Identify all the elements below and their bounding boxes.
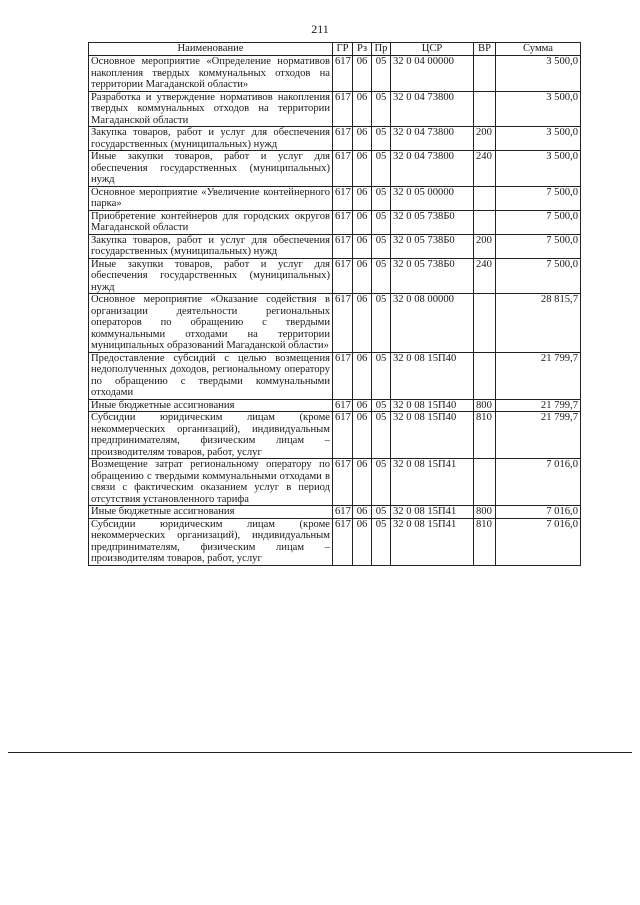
row-rz: 06 — [353, 459, 372, 506]
row-pr: 05 — [372, 399, 391, 412]
row-rz: 06 — [353, 294, 372, 353]
row-pr: 05 — [372, 91, 391, 127]
row-rz: 06 — [353, 91, 372, 127]
row-vr: 240 — [474, 151, 496, 187]
row-sum: 7 500,0 — [496, 186, 581, 210]
row-sum: 21 799,7 — [496, 399, 581, 412]
row-rz: 06 — [353, 210, 372, 234]
row-pr: 05 — [372, 258, 391, 294]
row-name: Иные бюджетные ассигнования — [89, 506, 333, 519]
row-vr — [474, 91, 496, 127]
row-sum: 21 799,7 — [496, 412, 581, 459]
row-rz: 06 — [353, 151, 372, 187]
row-rz: 06 — [353, 399, 372, 412]
row-name: Иные бюджетные ассигнования — [89, 399, 333, 412]
row-gr: 617 — [333, 258, 353, 294]
row-csr: 32 0 08 15П41 — [391, 518, 474, 565]
row-sum: 3 500,0 — [496, 127, 581, 151]
row-vr: 200 — [474, 234, 496, 258]
row-pr: 05 — [372, 234, 391, 258]
row-sum: 7 500,0 — [496, 258, 581, 294]
row-gr: 617 — [333, 518, 353, 565]
row-sum: 3 500,0 — [496, 151, 581, 187]
header-csr: ЦСР — [391, 43, 474, 56]
row-pr: 05 — [372, 294, 391, 353]
row-pr: 05 — [372, 210, 391, 234]
row-pr: 05 — [372, 518, 391, 565]
row-name: Основное мероприятие «Определение нормативов накопления твердых коммунальных отходов на территории Магаданской области» — [89, 56, 333, 92]
row-sum: 28 815,7 — [496, 294, 581, 353]
row-sum: 7 016,0 — [496, 506, 581, 519]
row-rz: 06 — [353, 506, 372, 519]
row-name: Иные закупки товаров, работ и услуг для обеспечения государственных (муниципальных) нужд — [89, 151, 333, 187]
row-gr: 617 — [333, 186, 353, 210]
table-row — [89, 294, 581, 353]
table-row — [89, 91, 581, 127]
row-vr — [474, 352, 496, 399]
row-sum: 7 500,0 — [496, 210, 581, 234]
table-row — [89, 352, 581, 399]
row-csr: 32 0 08 15П41 — [391, 506, 474, 519]
row-csr: 32 0 05 738Б0 — [391, 210, 474, 234]
row-sum: 7 500,0 — [496, 234, 581, 258]
row-gr: 617 — [333, 506, 353, 519]
table-row — [89, 56, 581, 92]
header-gr: ГР — [333, 43, 353, 56]
row-name: Субсидии юридическим лицам (кроме некоммерческих организаций), индивидуальным предпринимателям, физическим лицам – производителям товаров, работ, услуг — [89, 518, 333, 565]
row-rz: 06 — [353, 127, 372, 151]
row-sum: 7 016,0 — [496, 518, 581, 565]
row-vr: 240 — [474, 258, 496, 294]
header-name: Наименование — [89, 43, 333, 56]
row-rz: 06 — [353, 234, 372, 258]
table-row — [89, 210, 581, 234]
row-csr: 32 0 05 00000 — [391, 186, 474, 210]
row-gr: 617 — [333, 91, 353, 127]
row-csr: 32 0 08 00000 — [391, 294, 474, 353]
row-rz: 06 — [353, 518, 372, 565]
row-csr: 32 0 08 15П41 — [391, 459, 474, 506]
row-vr — [474, 56, 496, 92]
row-pr: 05 — [372, 506, 391, 519]
row-rz: 06 — [353, 352, 372, 399]
table-header-row — [89, 43, 581, 56]
row-gr: 617 — [333, 459, 353, 506]
row-gr: 617 — [333, 127, 353, 151]
row-sum: 7 016,0 — [496, 459, 581, 506]
table-row — [89, 399, 581, 412]
budget-table — [88, 42, 581, 566]
header-pr: Пр — [372, 43, 391, 56]
row-csr: 32 0 05 738Б0 — [391, 234, 474, 258]
row-csr: 32 0 04 73800 — [391, 91, 474, 127]
row-sum: 3 500,0 — [496, 91, 581, 127]
row-pr: 05 — [372, 459, 391, 506]
row-name: Приобретение контейнеров для городских округов Магаданской области — [89, 210, 333, 234]
table-row — [89, 258, 581, 294]
bottom-divider — [8, 752, 632, 753]
row-csr: 32 0 08 15П40 — [391, 352, 474, 399]
row-vr: 810 — [474, 412, 496, 459]
row-gr: 617 — [333, 352, 353, 399]
row-vr — [474, 210, 496, 234]
row-gr: 617 — [333, 294, 353, 353]
row-name: Основное мероприятие «Оказание содействия в организации деятельности региональных операторов по обращению с твердыми коммунальными отходами на территории муниципальных образований Магаданской области» — [89, 294, 333, 353]
table-row — [89, 127, 581, 151]
row-pr: 05 — [372, 352, 391, 399]
row-vr: 810 — [474, 518, 496, 565]
row-pr: 05 — [372, 56, 391, 92]
table-row — [89, 506, 581, 519]
row-name: Закупка товаров, работ и услуг для обеспечения государственных (муниципальных) нужд — [89, 127, 333, 151]
row-pr: 05 — [372, 412, 391, 459]
table-row — [89, 186, 581, 210]
row-sum: 3 500,0 — [496, 56, 581, 92]
row-name: Предоставление субсидий с целью возмещения недополученных доходов, региональному оператору по обращению с твердыми коммунальными отходами — [89, 352, 333, 399]
row-name: Субсидии юридическим лицам (кроме некоммерческих организаций), индивидуальным предпринимателям, физическим лицам – производителям товаров, работ, услуг — [89, 412, 333, 459]
row-vr: 800 — [474, 506, 496, 519]
row-csr: 32 0 04 73800 — [391, 127, 474, 151]
row-csr: 32 0 08 15П40 — [391, 412, 474, 459]
row-vr — [474, 459, 496, 506]
table-row — [89, 459, 581, 506]
row-vr — [474, 186, 496, 210]
row-csr: 32 0 08 15П40 — [391, 399, 474, 412]
row-name: Разработка и утверждение нормативов накопления твердых коммунальных отходов на территории Магаданской области — [89, 91, 333, 127]
row-gr: 617 — [333, 151, 353, 187]
row-pr: 05 — [372, 127, 391, 151]
row-csr: 32 0 04 00000 — [391, 56, 474, 92]
table-row — [89, 151, 581, 187]
row-pr: 05 — [372, 186, 391, 210]
row-rz: 06 — [353, 258, 372, 294]
row-name: Иные закупки товаров, работ и услуг для обеспечения государственных (муниципальных) нужд — [89, 258, 333, 294]
row-gr: 617 — [333, 56, 353, 92]
row-rz: 06 — [353, 412, 372, 459]
row-pr: 05 — [372, 151, 391, 187]
row-gr: 617 — [333, 412, 353, 459]
row-name: Основное мероприятие «Увеличение контейнерного парка» — [89, 186, 333, 210]
page-number: 211 — [311, 22, 329, 36]
row-gr: 617 — [333, 399, 353, 412]
table-row — [89, 234, 581, 258]
row-csr: 32 0 05 738Б0 — [391, 258, 474, 294]
table-row — [89, 518, 581, 565]
row-gr: 617 — [333, 234, 353, 258]
row-sum: 21 799,7 — [496, 352, 581, 399]
row-csr: 32 0 04 73800 — [391, 151, 474, 187]
row-vr: 800 — [474, 399, 496, 412]
table-row — [89, 412, 581, 459]
row-rz: 06 — [353, 186, 372, 210]
header-sum: Сумма — [496, 43, 581, 56]
row-gr: 617 — [333, 210, 353, 234]
header-vr: ВР — [474, 43, 496, 56]
row-vr — [474, 294, 496, 353]
row-name: Возмещение затрат региональному оператору по обращению с твердыми коммунальными отходами в связи с фактическим оказанием услуг в период отсутствия установленного тарифа — [89, 459, 333, 506]
row-name: Закупка товаров, работ и услуг для обеспечения государственных (муниципальных) нужд — [89, 234, 333, 258]
row-vr: 200 — [474, 127, 496, 151]
header-rz: Рз — [353, 43, 372, 56]
row-rz: 06 — [353, 56, 372, 92]
